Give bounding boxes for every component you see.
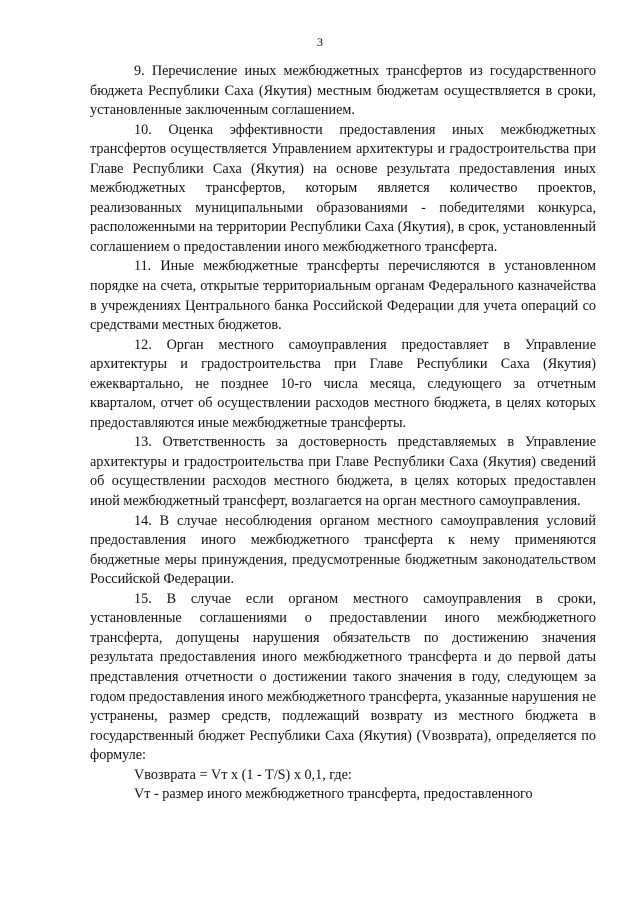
document-body bbox=[90, 62, 596, 805]
refund-formula: Vвозврата = Vт x (1 - T/S) x 0,1, где: bbox=[134, 766, 352, 783]
paragraph-10: 10. Оценка эффективности предоставления иных межбюджетных трансфертов осуществляется Управлением архитектуры и градостроительства при Главе Республики Саха (Якутия) на основе результата предоставления иных межбюджетных трансфертов, которым является количество проектов, реализованных муниципальными образованиями - победителями конкурса, расположенными на территории Республики Саха (Якутия), в срок, установленный соглашением о предоставлении иного межбюджетного трансферта. bbox=[90, 121, 596, 255]
formula-definition-vt: Vт - размер иного межбюджетного трансферта, предоставленного bbox=[134, 786, 533, 803]
paragraph-14: 14. В случае несоблюдения органом местного самоуправления условий предоставления иного межбюджетного трансферта к нему применяются бюджетные меры принуждения, предусмотренные бюджетным законодательством Российской Федерации. bbox=[90, 512, 596, 588]
paragraph-13: 13. Ответственность за достоверность представляемых в Управление архитектуры и градостроительства при Главе Республики Саха (Якутия) сведений об осуществлении расходов местного бюджета, в целях которых предоставлен иной межбюджетный трансферт, возлагается на орган местного самоуправления. bbox=[90, 434, 596, 510]
paragraph-12: 12. Орган местного самоуправления предоставляет в Управление архитектуры и градостроительства при Главе Республики Саха (Якутия) ежеквартально, не позднее 10-го числа месяца, следующего за отчетным кварталом, отчет об осуществлении расходов местного бюджета, в целях которых предоставляются иные межбюджетные трансферты. bbox=[90, 336, 596, 431]
paragraph-15: 15. В случае если органом местного самоуправления в сроки, установленные соглашениями о предоставлении иного межбюджетного трансферта, допущены нарушения обязательств по достижению значения результата предоставления иного межбюджетного трансферта и до первой даты представления отчетности о достижении такого значения в году, следующем за годом предоставления иного межбюджетного трансферта, указанные нарушения не устранены, размер средств, подлежащий возврату из местного бюджета в государственный бюджет Республики Саха (Якутия) (Vвозврата), определяется по формуле: bbox=[90, 590, 596, 764]
page-number: 3 bbox=[317, 35, 323, 49]
paragraph-11: 11. Иные межбюджетные трансферты перечисляются в установленном порядке на счета, открытые территориальным органам Федерального казначейства в учреждениях Центрального банка Российской Федерации для учета операций со средствами местных бюджетов. bbox=[90, 258, 596, 334]
paragraph-9: 9. Перечисление иных межбюджетных трансфертов из государственного бюджета Республики Саха (Якутия) местным бюджетам осуществляется в сроки, установленные заключенным соглашением. bbox=[90, 63, 596, 119]
